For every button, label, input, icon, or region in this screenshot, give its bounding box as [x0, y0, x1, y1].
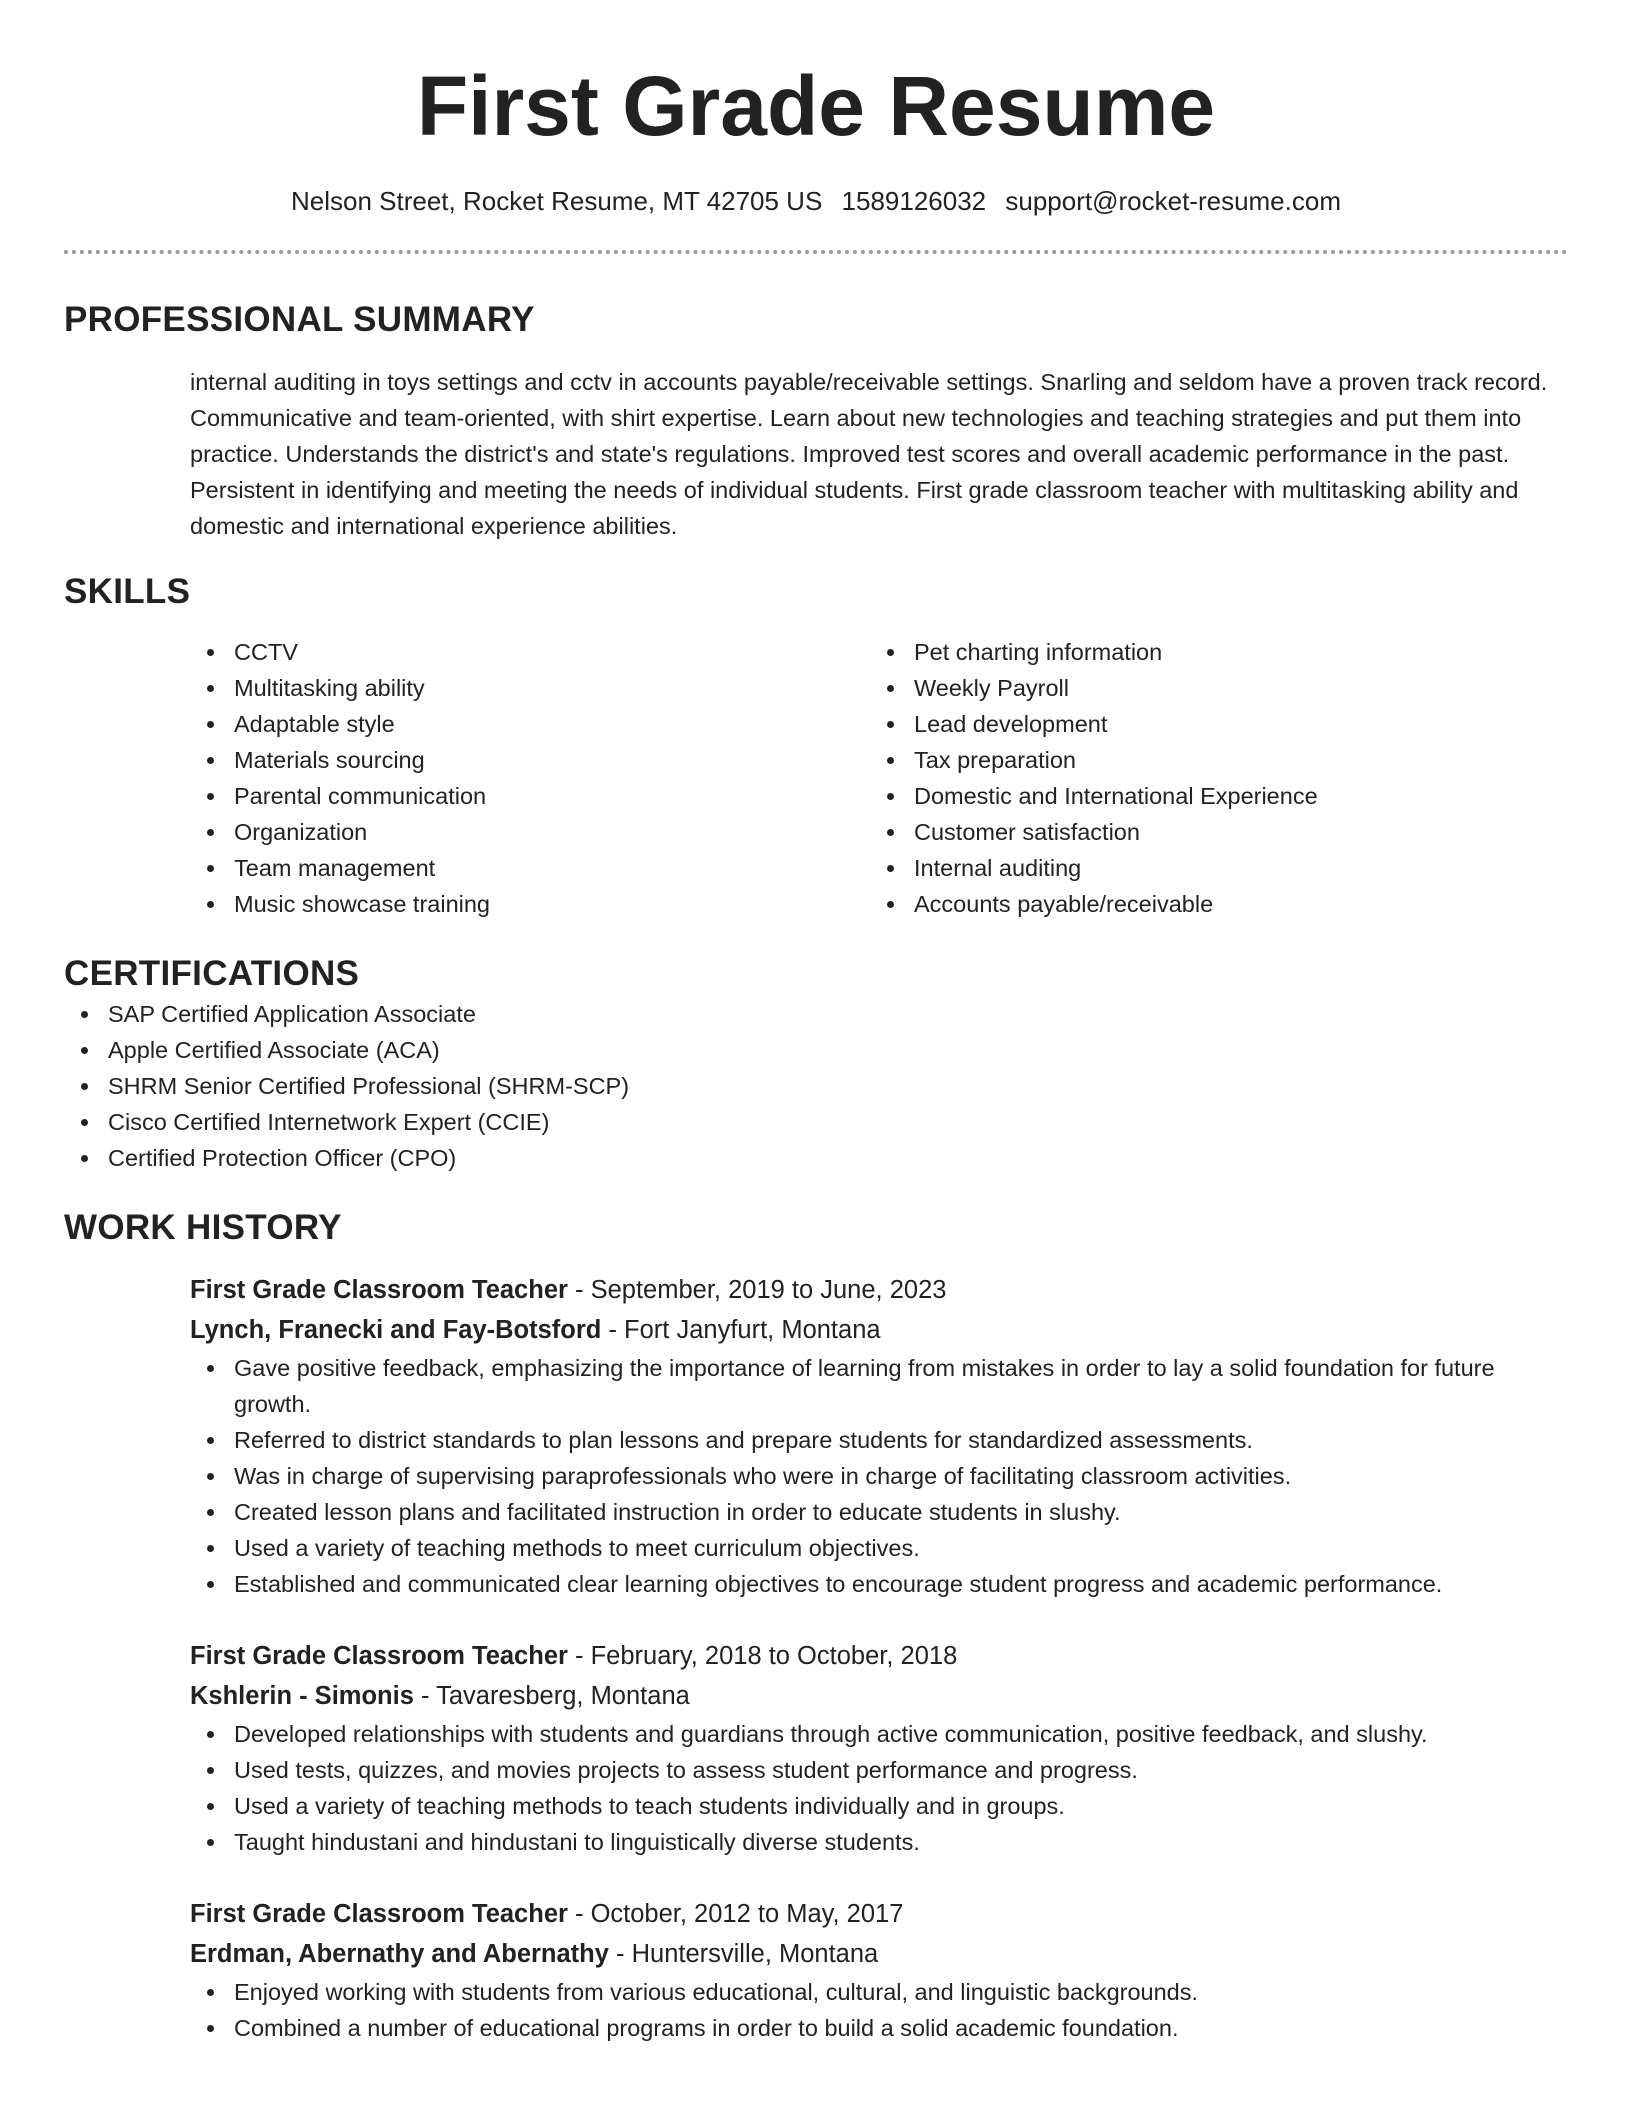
professional-summary-section [64, 298, 1568, 544]
job-entry [190, 1636, 1568, 1860]
certification-item: Apple Certified Associate (ACA) [64, 1032, 1568, 1068]
job-duty: Used a variety of teaching methods to meet curriculum objectives. [190, 1530, 1568, 1566]
resume-name: First Grade Resume [416, 59, 1216, 153]
job-duty: Used tests, quizzes, and movies projects to assess student performance and progress. [190, 1752, 1568, 1788]
contact-phone: 1589126032 [841, 186, 987, 216]
skill-item: Domestic and International Experience [870, 778, 1550, 814]
job-dates: - October, 2012 to May, 2017 [567, 1900, 904, 1928]
skill-item: Customer satisfaction [870, 814, 1550, 850]
section-title-summary: PROFESSIONAL SUMMARY [64, 300, 535, 339]
certification-item: Certified Protection Officer (CPO) [64, 1140, 1568, 1176]
job-company: Kshlerin - Simonis [190, 1682, 414, 1710]
job-duties-list [190, 1350, 1568, 1602]
certification-item: Cisco Certified Internetwork Expert (CCIE) [64, 1104, 1568, 1140]
skill-item: Weekly Payroll [870, 670, 1550, 706]
section-title-skills: SKILLS [64, 572, 191, 611]
job-duty: Taught hindustani and hindustani to linguistically diverse students. [190, 1824, 1568, 1860]
job-role: First Grade Classroom Teacher [190, 1900, 568, 1928]
contact-email: support@rocket-resume.com [1005, 186, 1341, 216]
job-duty: Gave positive feedback, emphasizing the importance of learning from mistakes in order to lay a solid foundation for future growth. [190, 1350, 1568, 1422]
skills-list-left [190, 634, 870, 922]
skills-section [64, 570, 1568, 922]
job-duties-list [190, 1716, 1568, 1860]
skill-item: Materials sourcing [190, 742, 870, 778]
job-company-line [190, 1310, 1568, 1350]
job-company: Erdman, Abernathy and Abernathy [190, 1940, 609, 1968]
contact-info [64, 184, 1568, 218]
job-role: First Grade Classroom Teacher [190, 1276, 568, 1304]
resume-page [64, 0, 1568, 2046]
job-duty: Created lesson plans and facilitated instruction in order to educate students in slushy. [190, 1494, 1568, 1530]
contact-address: Nelson Street, Rocket Resume, MT 42705 US [290, 186, 823, 216]
skills-list-right [870, 634, 1550, 922]
job-location: - Tavaresberg, Montana [413, 1682, 690, 1710]
skill-item: Team management [190, 850, 870, 886]
job-location: - Huntersville, Montana [608, 1940, 879, 1968]
job-title-line [190, 1636, 1568, 1676]
job-duty: Enjoyed working with students from various educational, cultural, and linguistic backgrounds. [190, 1974, 1568, 2010]
job-entry [190, 1270, 1568, 1602]
job-company: Lynch, Franecki and Fay-Botsford [190, 1316, 602, 1344]
skill-item: Accounts payable/receivable [870, 886, 1550, 922]
job-location: - Fort Janyfurt, Montana [601, 1316, 881, 1344]
skill-item: Parental communication [190, 778, 870, 814]
job-duty: Combined a number of educational programs in order to build a solid academic foundation. [190, 2010, 1568, 2046]
job-duty: Established and communicated clear learning objectives to encourage student progress and academic performance. [190, 1566, 1568, 1602]
job-dates: - September, 2019 to June, 2023 [567, 1276, 947, 1304]
skill-item: Tax preparation [870, 742, 1550, 778]
job-duties-list [190, 1974, 1568, 2046]
skill-item: Multitasking ability [190, 670, 870, 706]
section-title-work-history: WORK HISTORY [64, 1208, 342, 1247]
skill-item: CCTV [190, 634, 870, 670]
summary-text: internal auditing in toys settings and cctv in accounts payable/receivable settings. Snarling and seldom have a proven track record. Communicative and team-oriented, with shirt expertise. Learn about new technologies and teaching strategies and put them into practice. Understands the district's and state's regulations. Improved test scores and overall academic performance in the past. Persistent in identifying and meeting the needs of individual students. First grade classroom teacher with multitasking ability and domestic and international experience abilities. [190, 369, 1548, 539]
skill-item: Lead development [870, 706, 1550, 742]
certification-item: SHRM Senior Certified Professional (SHRM-SCP) [64, 1068, 1568, 1104]
job-duty: Used a variety of teaching methods to teach students individually and in groups. [190, 1788, 1568, 1824]
work-history-section [64, 1206, 1568, 2046]
skill-item: Pet charting information [870, 634, 1550, 670]
job-duty: Developed relationships with students and guardians through active communication, positive feedback, and slushy. [190, 1716, 1568, 1752]
skill-item: Music showcase training [190, 886, 870, 922]
job-title-line [190, 1270, 1568, 1310]
skill-item: Internal auditing [870, 850, 1550, 886]
job-duty: Referred to district standards to plan lessons and prepare students for standardized assessments. [190, 1422, 1568, 1458]
certifications-section [64, 952, 1568, 1176]
job-dates: - February, 2018 to October, 2018 [567, 1642, 958, 1670]
certification-item: SAP Certified Application Associate [64, 996, 1568, 1032]
skill-item: Adaptable style [190, 706, 870, 742]
job-entry [190, 1894, 1568, 2046]
job-company-line [190, 1934, 1568, 1974]
certifications-list [64, 996, 1568, 1176]
job-company-line [190, 1676, 1568, 1716]
job-title-line [190, 1894, 1568, 1934]
section-title-certifications: CERTIFICATIONS [64, 954, 360, 993]
header-divider [64, 250, 1568, 254]
job-role: First Grade Classroom Teacher [190, 1642, 568, 1670]
skill-item: Organization [190, 814, 870, 850]
skills-columns [190, 634, 1568, 922]
job-duty: Was in charge of supervising paraprofessionals who were in charge of facilitating classroom activities. [190, 1458, 1568, 1494]
